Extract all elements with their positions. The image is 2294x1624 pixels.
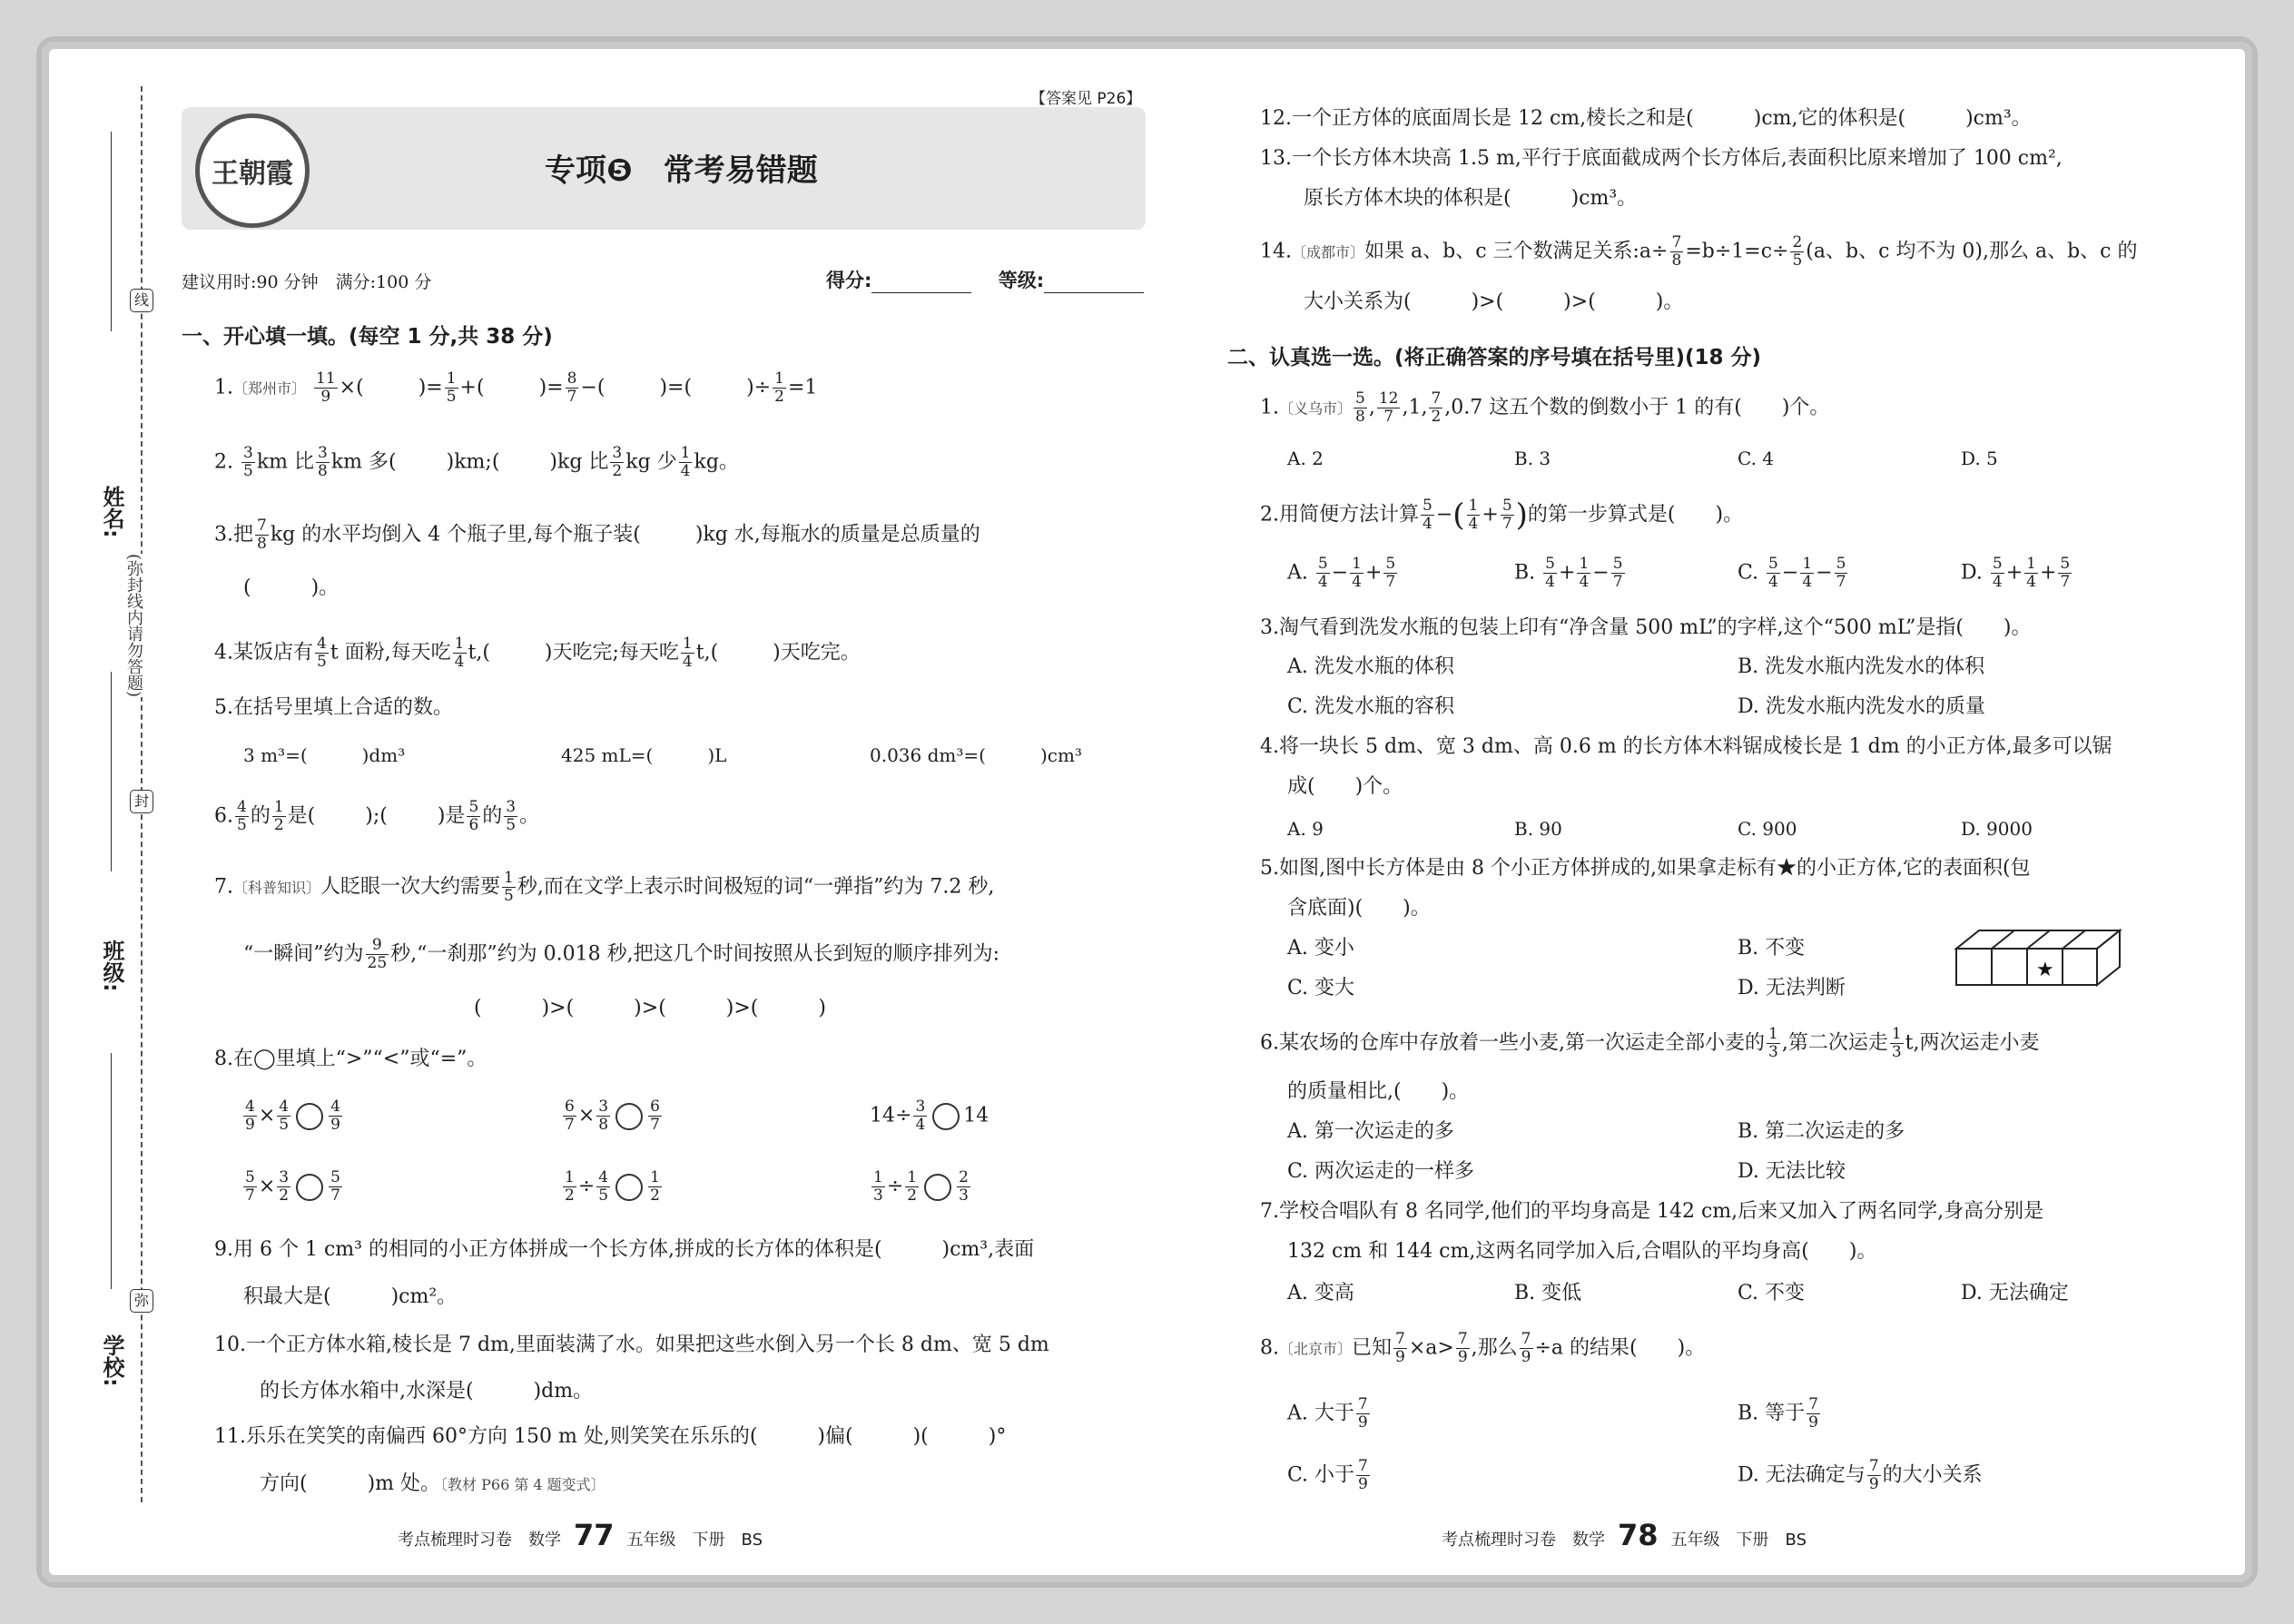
cuboid-figure xyxy=(1952,926,2124,989)
choice-8-opt-c[interactable]: C. 小于 $\frac{7}{9}$ xyxy=(1287,1457,1368,1493)
compare-circle[interactable] xyxy=(615,1103,643,1130)
choice-6-line2: 的质量相比,( )。 xyxy=(1287,1080,1470,1103)
question-8: 8.在◯里填上“>”“<”或“=”。 xyxy=(214,1048,487,1070)
choice-2: 2.用简便方法计算 $\frac{5}{4}$ −( $\frac{1}{4}$ + $\frac{5}{7}$ )的第一步算式是( )。 xyxy=(1260,497,1744,534)
choice-4-opt-b[interactable]: B. 90 xyxy=(1514,818,1562,840)
choice-2-opt-c[interactable]: C. $\frac{5}{4}$ − $\frac{1}{4}$ − $\frac{5}{7}$ xyxy=(1738,555,1846,591)
choice-3: 3.淘气看到洗发水瓶的包装上印有“净含量 500 mL”的字样,这个“500 mL”是指( )。 xyxy=(1260,616,2032,639)
choice-4-line2: 成( )个。 xyxy=(1287,775,1403,798)
choice-5-opt-a[interactable]: A. 变小 xyxy=(1287,937,1354,960)
choice-7-line2: 132 cm 和 144 cm,这两名同学加入后,合唱队的平均身高( )。 xyxy=(1287,1240,1877,1263)
question-7-line2: “一瞬间”约为 $\frac{9}{25}$ 秒,“一刹那”约为 0.018 秒,把这几个时间按照从长到短的顺序排列为: xyxy=(243,936,1000,972)
choice-8-opt-b[interactable]: B. 等于 $\frac{7}{9}$ xyxy=(1738,1395,1818,1432)
time-info: 建议用时:90 分钟 满分:100 分 xyxy=(182,272,432,292)
compare-circle[interactable] xyxy=(296,1103,323,1130)
footer-right: 考点梳理时习卷 数学 78 五年级 下册 BS xyxy=(1442,1518,1807,1552)
compare-circle[interactable] xyxy=(932,1103,960,1130)
school-label: 学校: xyxy=(99,1334,124,1387)
question-13-line2: 原长方体木块的体积是( )cm³。 xyxy=(1304,187,1638,210)
choice-2-opt-d[interactable]: D. $\frac{5}{4}$ + $\frac{1}{4}$ + $\frac{5}{7}$ xyxy=(1961,555,2071,591)
q8-item-6: $\frac{1}{3}$ ÷ $\frac{1}{2}$ $\frac{2}{3}$ xyxy=(873,1168,969,1205)
choice-8: 8.〔北京市〕已知 $\frac{7}{9}$ ×a> $\frac{7}{9}$ ,那么 $\frac{7}{9}$ ÷a 的结果( )。 xyxy=(1260,1330,1706,1366)
choice-6-opt-c[interactable]: C. 两次运走的一样多 xyxy=(1287,1160,1475,1183)
q8-item-5: $\frac{1}{2}$ ÷ $\frac{4}{5}$ $\frac{1}{2}$ xyxy=(565,1168,660,1205)
compare-circle[interactable] xyxy=(924,1174,951,1201)
question-1: 1.〔郑州市〕 $\frac{11}{9}$ ×( )= $\frac{1}{5}$ +( )= $\frac{8}{7}$ −( )=( )÷ $\frac{1}{2}$ =1 xyxy=(214,369,818,406)
q8-item-2: $\frac{6}{7}$ × $\frac{3}{8}$ $\frac{6}{7}$ xyxy=(565,1097,660,1134)
choice-6: 6.某农场的仓库中存放着一些小麦,第一次运走全部小麦的 $\frac{1}{3}$ ,第二次运走 $\frac{1}{3}$ t,两次运走小麦 xyxy=(1260,1025,2040,1061)
grade-blank[interactable] xyxy=(1044,292,1144,293)
choice-4-opt-c[interactable]: C. 900 xyxy=(1738,818,1797,840)
question-14: 14.〔成都市〕如果 a、b、c 三个数满足关系:a÷ $\frac{7}{8}$ =b÷1=c÷ $\frac{2}{5}$ (a、b、c 均不为 0),那么 a、b、c 的 xyxy=(1260,233,2138,270)
choice-2-opt-b[interactable]: B. $\frac{5}{4}$ + $\frac{1}{4}$ − $\frac{5}{7}$ xyxy=(1514,555,1623,591)
class-label: 班级: xyxy=(99,940,124,992)
logo-seal xyxy=(195,113,310,228)
compare-circle[interactable] xyxy=(615,1174,643,1201)
question-10-line2: 的长方体水箱中,水深是( )dm。 xyxy=(260,1380,594,1403)
q8-item-1: $\frac{4}{9}$ × $\frac{4}{5}$ $\frac{4}{9}$ xyxy=(245,1097,340,1134)
section2-title: 二、认真选一选。(将正确答案的序号填在括号里)(18 分) xyxy=(1227,346,1762,369)
choice-6-opt-d[interactable]: D. 无法比较 xyxy=(1738,1160,1846,1183)
choice-1-opt-c[interactable]: C. 4 xyxy=(1738,448,1775,469)
choice-4-opt-a[interactable]: A. 9 xyxy=(1287,818,1324,840)
question-11-line2: 方向( )m 处。〔教材 P66 第 4 题变式〕 xyxy=(260,1472,605,1495)
choice-3-opt-d[interactable]: D. 洗发水瓶内洗发水的质量 xyxy=(1738,695,1985,718)
score-label: 得分: xyxy=(826,270,872,291)
mark-xian: 线 xyxy=(130,289,153,312)
name-label: 姓名: xyxy=(99,486,124,538)
mark-feng: 封 xyxy=(130,790,153,813)
choice-4: 4.将一块长 5 dm、宽 3 dm、高 0.6 m 的长方体木料锯成棱长是 1 dm 的小正方体,最多可以锯 xyxy=(1260,735,2112,758)
score-blank[interactable] xyxy=(871,292,971,293)
choice-6-opt-b[interactable]: B. 第二次运走的多 xyxy=(1738,1120,1905,1143)
question-12: 12.一个正方体的底面周长是 12 cm,棱长之和是( )cm,它的体积是( )cm³。 xyxy=(1260,107,2032,130)
question-7: 7.〔科普知识〕人眨眼一次大约需要 $\frac{1}{5}$ 秒,而在文学上表示时间极短的词“一弹指”约为 7.2 秒, xyxy=(214,869,995,905)
choice-3-opt-b[interactable]: B. 洗发水瓶内洗发水的体积 xyxy=(1738,655,1985,678)
section1-title: 一、开心填一填。(每空 1 分,共 38 分) xyxy=(182,325,553,349)
logo-text: 王朝霞 xyxy=(212,158,293,190)
question-6: 6. $\frac{4}{5}$ 的 $\frac{1}{2}$ 是( );( )是 $\frac{5}{6}$ 的 $\frac{3}{5}$ 。 xyxy=(214,798,540,834)
school-line xyxy=(111,1053,112,1289)
choice-4-opt-d[interactable]: D. 9000 xyxy=(1961,818,2033,840)
question-11: 11.乐乐在笑笑的南偏西 60°方向 150 m 处,则笑笑在乐乐的( )偏( )( )° xyxy=(214,1425,1007,1448)
question-5-a: 3 m³=( )dm³ xyxy=(243,744,406,766)
question-13: 13.一个长方体木块高 1.5 m,平行于底面截成两个长方体后,表面积比原来增加了 100 cm², xyxy=(1260,147,2063,170)
choice-7-opt-c[interactable]: C. 不变 xyxy=(1738,1282,1806,1304)
question-5: 5.在括号里填上合适的数。 xyxy=(214,696,454,719)
question-2: 2. $\frac{3}{5}$ km 比 $\frac{3}{8}$ km 多( )km;( )kg 比 $\frac{3}{2}$ kg 少 $\frac{1}{4}$ kg。 xyxy=(214,444,739,480)
choice-5-opt-b[interactable]: B. 不变 xyxy=(1738,937,1806,960)
choice-3-opt-a[interactable]: A. 洗发水瓶的体积 xyxy=(1287,655,1454,678)
score-field xyxy=(826,266,1144,293)
choice-3-opt-c[interactable]: C. 洗发水瓶的容积 xyxy=(1287,695,1455,718)
question-14-line2: 大小关系为( )>( )>( )。 xyxy=(1304,290,1684,313)
choice-1: 1.〔义乌市〕 $\frac{5}{8}$ , $\frac{12}{7}$ ,1, $\frac{7}{2}$ ,0.7 这五个数的倒数小于 1 的有( )个。 xyxy=(1260,389,1830,426)
choice-5-line2: 含底面)( )。 xyxy=(1287,897,1431,920)
choice-7-opt-a[interactable]: A. 变高 xyxy=(1287,1282,1354,1304)
name-line xyxy=(111,132,112,331)
question-9: 9.用 6 个 1 cm³ 的相同的小正方体拼成一个长方体,拼成的长方体的体积是( )cm³,表面 xyxy=(214,1238,1035,1261)
question-9-line2: 积最大是( )cm²。 xyxy=(243,1285,458,1308)
q8-item-4: $\frac{5}{7}$ × $\frac{3}{2}$ $\frac{5}{7}$ xyxy=(245,1168,340,1205)
page-number-left: 77 xyxy=(574,1518,615,1552)
page-number-right: 78 xyxy=(1618,1518,1659,1552)
choice-2-opt-a[interactable]: A. $\frac{5}{4}$ − $\frac{1}{4}$ + $\frac{5}{7}$ xyxy=(1287,555,1396,591)
page-title: 专项❺ 常考易错题 xyxy=(545,153,818,189)
star-icon: ★ xyxy=(2036,959,2054,981)
q8-item-3: 14÷ $\frac{3}{4}$ 14 xyxy=(870,1097,989,1134)
choice-1-opt-d[interactable]: D. 5 xyxy=(1961,448,1998,469)
seal-notice: (弥封线内请勿答题) xyxy=(122,554,145,697)
choice-6-opt-a[interactable]: A. 第一次运走的多 xyxy=(1287,1120,1454,1143)
grade-label: 等级: xyxy=(998,270,1045,291)
choice-5-opt-d[interactable]: D. 无法判断 xyxy=(1738,977,1846,999)
question-3-line2: ( )。 xyxy=(243,576,340,599)
choice-7-opt-d[interactable]: D. 无法确定 xyxy=(1961,1282,2069,1304)
question-10: 10.一个正方体水箱,棱长是 7 dm,里面装满了水。如果把这些水倒入另一个长 8 dm、宽 5 dm xyxy=(214,1334,1049,1356)
class-line xyxy=(111,672,112,871)
answer-ref: 【答案见 P26】 xyxy=(1030,90,1142,108)
choice-7: 7.学校合唱队有 8 名同学,他们的平均身高是 142 cm,后来又加入了两名同学,身高分别是 xyxy=(1260,1200,2044,1223)
footer-left: 考点梳理时习卷 数学 77 五年级 下册 BS xyxy=(398,1518,763,1552)
question-4: 4.某饭店有 $\frac{4}{5}$ t 面粉,每天吃 $\frac{1}{4}$ t,( )天吃完;每天吃 $\frac{1}{4}$ t,( )天吃完。 xyxy=(214,635,861,671)
choice-1-opt-b[interactable]: B. 3 xyxy=(1514,448,1551,469)
question-3: 3.把 $\frac{7}{8}$ kg 的水平均倒入 4 个瓶子里,每个瓶子装( )kg 水,每瓶水的质量是总质量的 xyxy=(214,517,980,553)
question-7-line3: ( )>( )>( )>( ) xyxy=(474,997,826,1019)
choice-8-opt-a[interactable]: A. 大于 $\frac{7}{9}$ xyxy=(1287,1395,1368,1432)
choice-5-opt-c[interactable]: C. 变大 xyxy=(1287,977,1355,999)
choice-8-opt-d[interactable]: D. 无法确定与 $\frac{7}{9}$ 的大小关系 xyxy=(1738,1457,1983,1493)
choice-5: 5.如图,图中长方体是由 8 个小正方体拼成的,如果拿走标有★的小正方体,它的表面积(包 xyxy=(1260,857,2031,880)
question-5-c: 0.036 dm³=( )cm³ xyxy=(870,744,1082,766)
choice-7-opt-b[interactable]: B. 变低 xyxy=(1514,1282,1582,1304)
compare-circle[interactable] xyxy=(296,1174,323,1201)
question-5-b: 425 mL=( )L xyxy=(561,744,727,766)
mark-mi: 弥 xyxy=(130,1289,153,1313)
choice-1-opt-a[interactable]: A. 2 xyxy=(1287,448,1324,469)
